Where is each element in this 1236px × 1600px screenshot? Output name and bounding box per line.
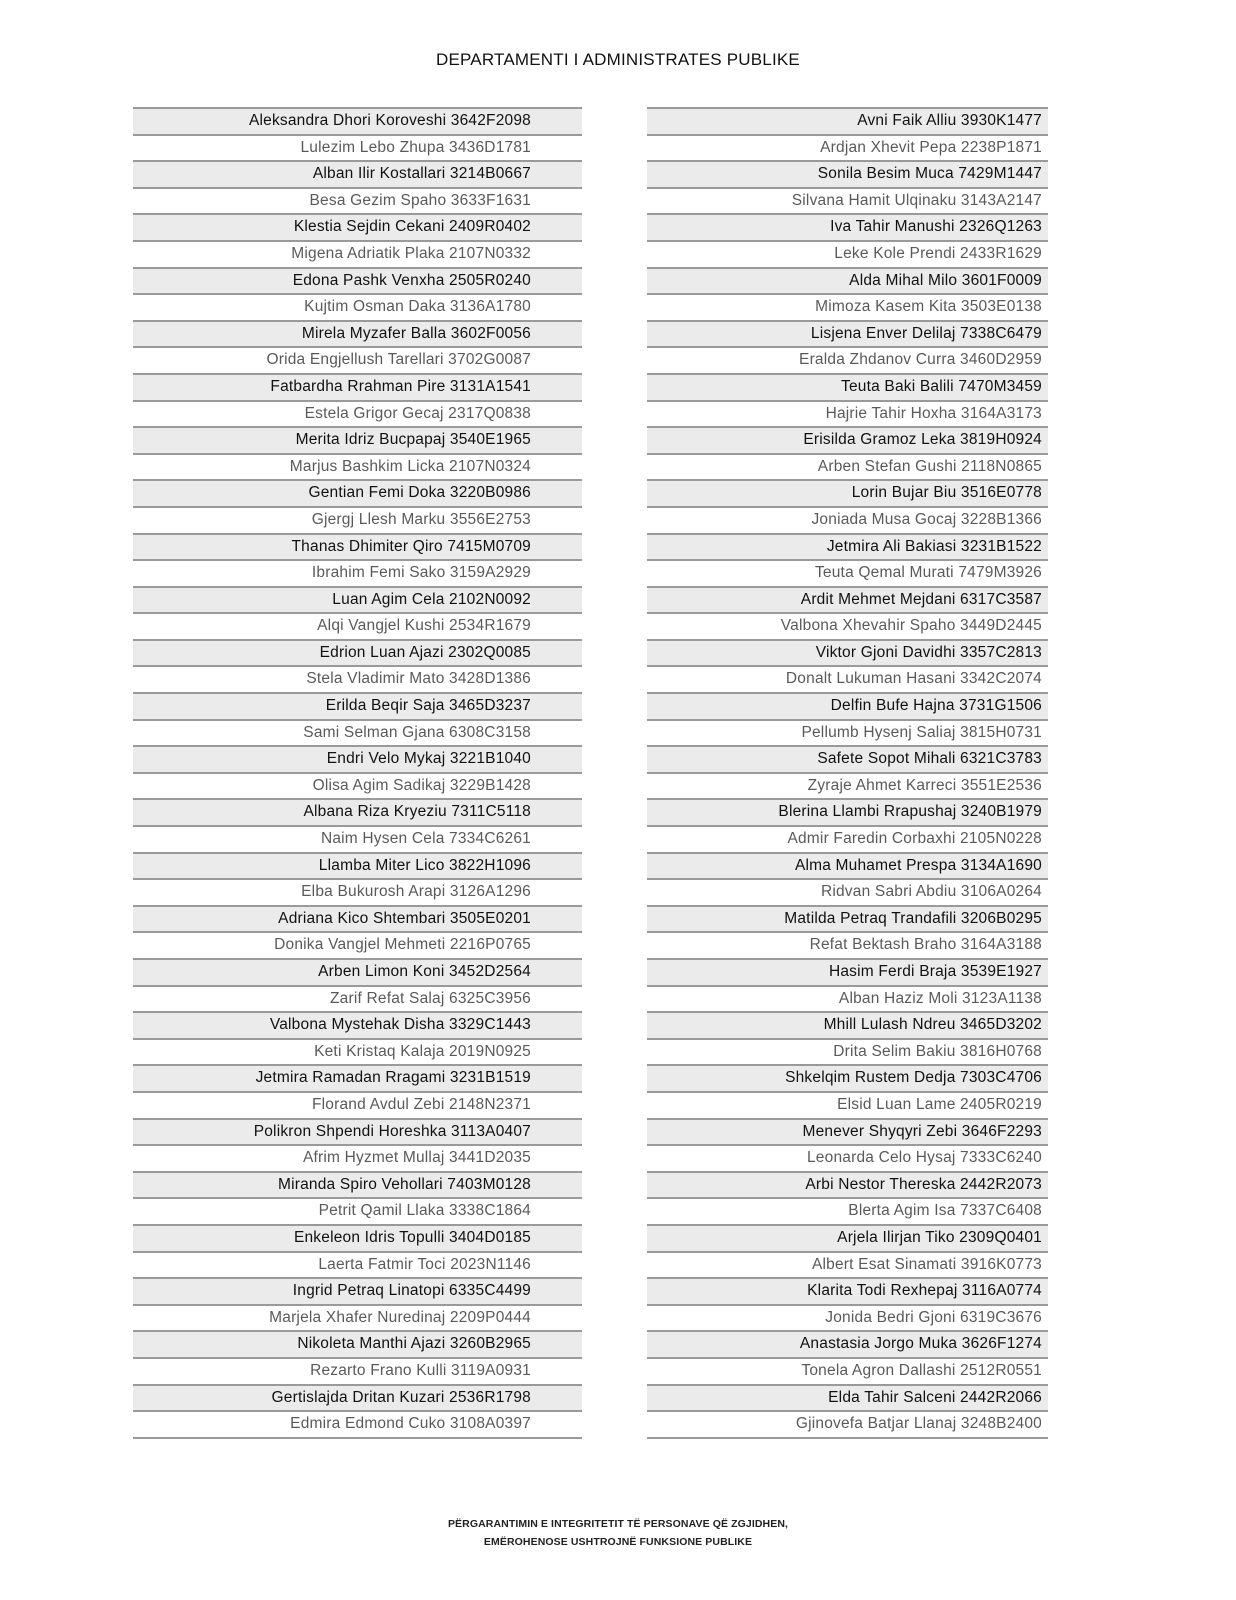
list-item: Sami Selman Gjana 6308C3158 bbox=[133, 719, 582, 746]
list-item: Mirela Myzafer Balla 3602F0056 bbox=[133, 320, 582, 347]
list-item: Arbi Nestor Thereska 2442R2073 bbox=[647, 1171, 1048, 1198]
list-item: Miranda Spiro Vehollari 7403M0128 bbox=[133, 1171, 582, 1198]
list-item: Enkeleon Idris Topulli 3404D0185 bbox=[133, 1224, 582, 1251]
list-item: Anastasia Jorgo Muka 3626F1274 bbox=[647, 1330, 1048, 1357]
list-item: Fatbardha Rrahman Pire 3131A1541 bbox=[133, 373, 582, 400]
list-item: Leke Kole Prendi 2433R1629 bbox=[647, 240, 1048, 267]
list-item: Thanas Dhimiter Qiro 7415M0709 bbox=[133, 533, 582, 560]
list-item: Alban Haziz Moli 3123A1138 bbox=[647, 985, 1048, 1012]
list-item: Aleksandra Dhori Koroveshi 3642F2098 bbox=[133, 107, 582, 134]
footer-line-2: EMËROHENOSE USHTROJNË FUNKSIONE PUBLIKE bbox=[483, 1536, 753, 1548]
list-item: Blerina Llambi Rrapushaj 3240B1979 bbox=[647, 798, 1048, 825]
list-item: Nikoleta Manthi Ajazi 3260B2965 bbox=[133, 1330, 582, 1357]
list-item: Keti Kristaq Kalaja 2019N0925 bbox=[133, 1038, 582, 1065]
list-item: Teuta Qemal Murati 7479M3926 bbox=[647, 559, 1048, 586]
list-item: Erilda Beqir Saja 3465D3237 bbox=[133, 692, 582, 719]
list-item: Hajrie Tahir Hoxha 3164A3173 bbox=[647, 400, 1048, 427]
list-item: Albert Esat Sinamati 3916K0773 bbox=[647, 1251, 1048, 1278]
list-item: Elba Bukurosh Arapi 3126A1296 bbox=[133, 878, 582, 905]
list-item: Tonela Agron Dallashi 2512R0551 bbox=[647, 1357, 1048, 1384]
list-item: Merita Idriz Bucpapaj 3540E1965 bbox=[133, 426, 582, 453]
list-item: Hasim Ferdi Braja 3539E1927 bbox=[647, 958, 1048, 985]
list-bottom-rule bbox=[647, 1437, 1048, 1439]
list-item: Pellumb Hysenj Saliaj 3815H0731 bbox=[647, 719, 1048, 746]
list-item: Drita Selim Bakiu 3816H0768 bbox=[647, 1038, 1048, 1065]
list-item: Klestia Sejdin Cekani 2409R0402 bbox=[133, 213, 582, 240]
list-bottom-rule bbox=[133, 1437, 582, 1439]
page-title: DEPARTAMENTI I ADMINISTRATES PUBLIKE bbox=[436, 50, 800, 69]
list-item: Albana Riza Kryeziu 7311C5118 bbox=[133, 798, 582, 825]
list-item: Alda Mihal Milo 3601F0009 bbox=[647, 267, 1048, 294]
list-item: Mhill Lulash Ndreu 3465D3202 bbox=[647, 1011, 1048, 1038]
list-item: Lisjena Enver Delilaj 7338C6479 bbox=[647, 320, 1048, 347]
list-item: Jetmira Ali Bakiasi 3231B1522 bbox=[647, 533, 1048, 560]
list-item: Gjinovefa Batjar Llanaj 3248B2400 bbox=[647, 1410, 1048, 1437]
list-item: Menever Shyqyri Zebi 3646F2293 bbox=[647, 1118, 1048, 1145]
list-item: Valbona Mystehak Disha 3329C1443 bbox=[133, 1011, 582, 1038]
list-item: Safete Sopot Mihali 6321C3783 bbox=[647, 745, 1048, 772]
list-item: Luan Agim Cela 2102N0092 bbox=[133, 586, 582, 613]
list-item: Rezarto Frano Kulli 3119A0931 bbox=[133, 1357, 582, 1384]
list-item: Edrion Luan Ajazi 2302Q0085 bbox=[133, 639, 582, 666]
list-item: Ibrahim Femi Sako 3159A2929 bbox=[133, 559, 582, 586]
list-item: Joniada Musa Gocaj 3228B1366 bbox=[647, 506, 1048, 533]
list-item: Lulezim Lebo Zhupa 3436D1781 bbox=[133, 134, 582, 161]
list-item: Viktor Gjoni Davidhi 3357C2813 bbox=[647, 639, 1048, 666]
list-item: Alma Muhamet Prespa 3134A1690 bbox=[647, 852, 1048, 879]
list-item: Florand Avdul Zebi 2148N2371 bbox=[133, 1091, 582, 1118]
list-item: Erisilda Gramoz Leka 3819H0924 bbox=[647, 426, 1048, 453]
list-item: Kujtim Osman Daka 3136A1780 bbox=[133, 293, 582, 320]
list-item: Jetmira Ramadan Rragami 3231B1519 bbox=[133, 1064, 582, 1091]
list-item: Ingrid Petraq Linatopi 6335C4499 bbox=[133, 1277, 582, 1304]
list-item: Gjergj Llesh Marku 3556E2753 bbox=[133, 506, 582, 533]
page-footer bbox=[0, 1515, 1236, 1551]
list-item: Edmira Edmond Cuko 3108A0397 bbox=[133, 1410, 582, 1437]
list-item: Orida Engjellush Tarellari 3702G0087 bbox=[133, 346, 582, 373]
list-item: Afrim Hyzmet Mullaj 3441D2035 bbox=[133, 1144, 582, 1171]
list-item: Shkelqim Rustem Dedja 7303C4706 bbox=[647, 1064, 1048, 1091]
list-item: Matilda Petraq Trandafili 3206B0295 bbox=[647, 905, 1048, 932]
list-item: Refat Bektash Braho 3164A3188 bbox=[647, 931, 1048, 958]
list-item: Sonila Besim Muca 7429M1447 bbox=[647, 160, 1048, 187]
list-item: Jonida Bedri Gjoni 6319C3676 bbox=[647, 1304, 1048, 1331]
list-item: Alban Ilir Kostallari 3214B0667 bbox=[133, 160, 582, 187]
list-item: Blerta Agim Isa 7337C6408 bbox=[647, 1197, 1048, 1224]
list-item: Arben Limon Koni 3452D2564 bbox=[133, 958, 582, 985]
list-item: Avni Faik Alliu 3930K1477 bbox=[647, 107, 1048, 134]
list-item: Donalt Lukuman Hasani 3342C2074 bbox=[647, 665, 1048, 692]
list-item: Alqi Vangjel Kushi 2534R1679 bbox=[133, 612, 582, 639]
list-item: Teuta Baki Balili 7470M3459 bbox=[647, 373, 1048, 400]
list-item: Laerta Fatmir Toci 2023N1146 bbox=[133, 1251, 582, 1278]
left-name-list bbox=[133, 107, 582, 1439]
list-item: Gertislajda Dritan Kuzari 2536R1798 bbox=[133, 1384, 582, 1411]
list-item: Lorin Bujar Biu 3516E0778 bbox=[647, 479, 1048, 506]
list-item: Mimoza Kasem Kita 3503E0138 bbox=[647, 293, 1048, 320]
list-item: Llamba Miter Lico 3822H1096 bbox=[133, 852, 582, 879]
list-item: Petrit Qamil Llaka 3338C1864 bbox=[133, 1197, 582, 1224]
list-item: Naim Hysen Cela 7334C6261 bbox=[133, 825, 582, 852]
right-name-list bbox=[647, 107, 1048, 1439]
list-item: Ardjan Xhevit Pepa 2238P1871 bbox=[647, 134, 1048, 161]
list-item: Eralda Zhdanov Curra 3460D2959 bbox=[647, 346, 1048, 373]
list-item: Stela Vladimir Mato 3428D1386 bbox=[133, 665, 582, 692]
list-item: Leonarda Celo Hysaj 7333C6240 bbox=[647, 1144, 1048, 1171]
list-item: Ridvan Sabri Abdiu 3106A0264 bbox=[647, 878, 1048, 905]
list-item: Estela Grigor Gecaj 2317Q0838 bbox=[133, 400, 582, 427]
list-item: Gentian Femi Doka 3220B0986 bbox=[133, 479, 582, 506]
list-item: Besa Gezim Spaho 3633F1631 bbox=[133, 187, 582, 214]
list-item: Klarita Todi Rexhepaj 3116A0774 bbox=[647, 1277, 1048, 1304]
list-item: Marjela Xhafer Nuredinaj 2209P0444 bbox=[133, 1304, 582, 1331]
list-item: Edona Pashk Venxha 2505R0240 bbox=[133, 267, 582, 294]
footer-line-1: PËRGARANTIMIN E INTEGRITETIT TË PERSONAVE QË ZGJIDHEN, bbox=[447, 1518, 789, 1530]
list-item: Endri Velo Mykaj 3221B1040 bbox=[133, 745, 582, 772]
list-item: Elda Tahir Salceni 2442R2066 bbox=[647, 1384, 1048, 1411]
list-item: Elsid Luan Lame 2405R0219 bbox=[647, 1091, 1048, 1118]
list-item: Arben Stefan Gushi 2118N0865 bbox=[647, 453, 1048, 480]
list-item: Ardit Mehmet Mejdani 6317C3587 bbox=[647, 586, 1048, 613]
list-item: Migena Adriatik Plaka 2107N0332 bbox=[133, 240, 582, 267]
list-item: Silvana Hamit Ulqinaku 3143A2147 bbox=[647, 187, 1048, 214]
list-item: Admir Faredin Corbaxhi 2105N0228 bbox=[647, 825, 1048, 852]
list-item: Delfin Bufe Hajna 3731G1506 bbox=[647, 692, 1048, 719]
list-item: Donika Vangjel Mehmeti 2216P0765 bbox=[133, 931, 582, 958]
list-item: Zyraje Ahmet Karreci 3551E2536 bbox=[647, 772, 1048, 799]
list-item: Valbona Xhevahir Spaho 3449D2445 bbox=[647, 612, 1048, 639]
list-item: Iva Tahir Manushi 2326Q1263 bbox=[647, 213, 1048, 240]
list-item: Arjela Ilirjan Tiko 2309Q0401 bbox=[647, 1224, 1048, 1251]
list-item: Adriana Kico Shtembari 3505E0201 bbox=[133, 905, 582, 932]
list-item: Polikron Shpendi Horeshka 3113A0407 bbox=[133, 1118, 582, 1145]
list-item: Zarif Refat Salaj 6325C3956 bbox=[133, 985, 582, 1012]
list-item: Marjus Bashkim Licka 2107N0324 bbox=[133, 453, 582, 480]
list-item: Olisa Agim Sadikaj 3229B1428 bbox=[133, 772, 582, 799]
